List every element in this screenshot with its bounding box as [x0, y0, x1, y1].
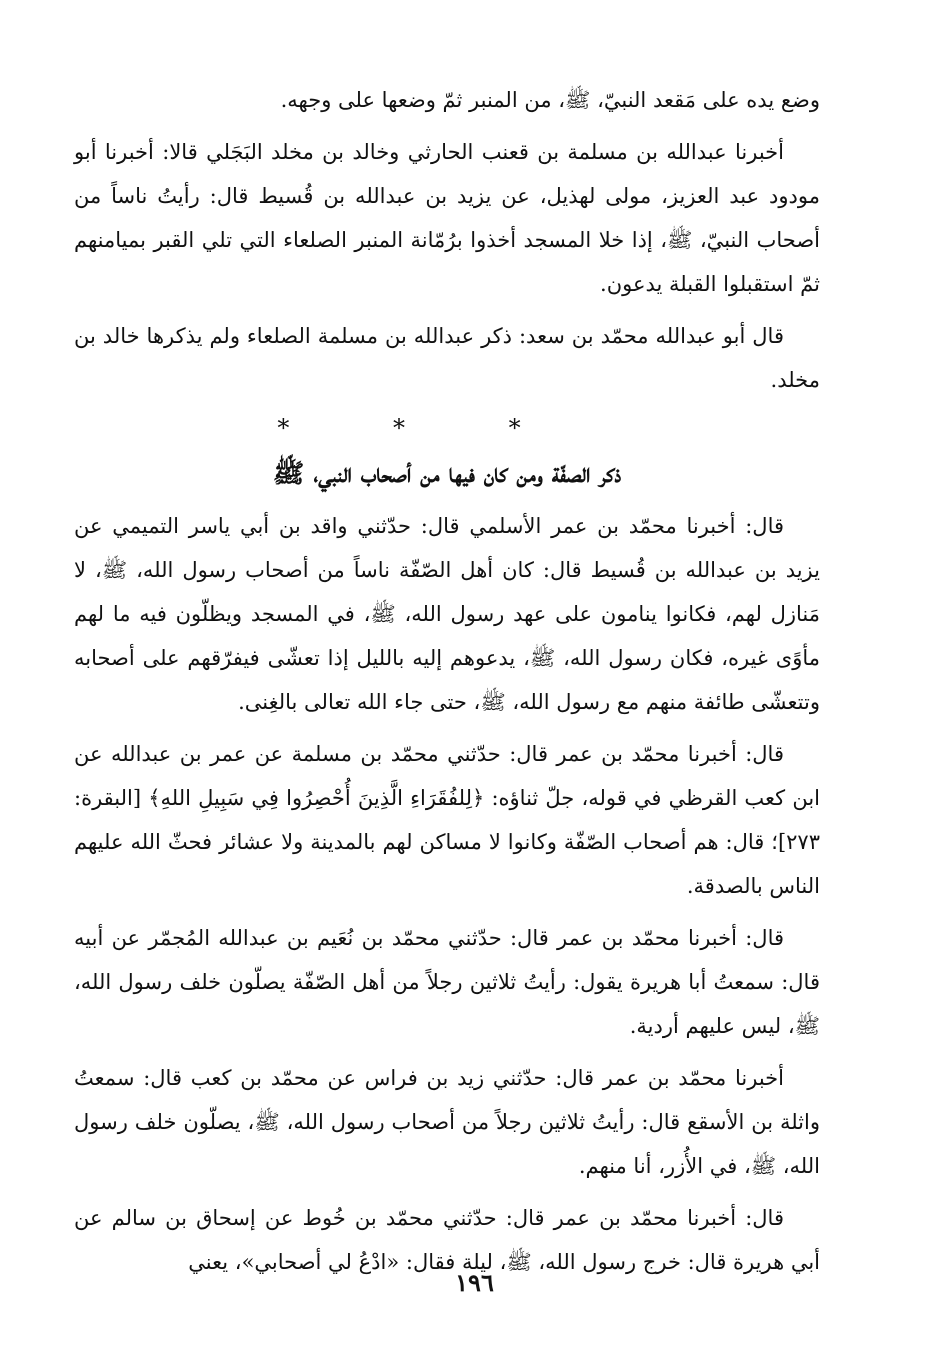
paragraph: وضع يده على مَقعد النبيّ، ﷺ، من المنبر ثمّ وضعها على وجهه. — [280, 88, 820, 112]
paragraph: قال: أخبرنا محمّد بن عمر قال: حدّثني محمّد بن خُوط عن إسحاق بن سالم عن أبي هريرة قال: خرج رسول الله، ﷺ، ليلة فقال: «ادْعُ لي أصحابي»، يعني — [74, 1206, 820, 1274]
paragraph: قال: أخبرنا محمّد بن عمر قال: حدّثني محمّد بن نُعَيم بن عبدالله المُجمّر عن أبيه قال: سمعتُ أبا هريرة يقول: رأيتُ ثلاثين رجلاً من أهل الصّفّة يصلّون خلف رسول الله، ﷺ، ليس عليهم أردية. — [74, 926, 820, 1038]
page-number: ١٩٦ — [455, 1268, 494, 1297]
paragraph: قال: أخبرنا محمّد بن عمر قال: حدّثني محمّد بن مسلمة عن عمر بن عبدالله عن ابن كعب القرظي في قوله، جلّ ثناؤه: ﴿لِلفُقَرَاءِ الَّذِينَ أُحْصِرُوا فِي سَبِيلِ اللهِ﴾ [البقرة: ٢٧٣]؛ قال: هم أصحاب الصّفّة وكانوا لا مساكن لهم بالمدينة ولا عشائر فحثّ الله عليهم الناس بالصدقة. — [74, 742, 820, 898]
paragraph: قال: أخبرنا محمّد بن عمر الأسلمي قال: حدّثني واقد بن أبي ياسر التميمي عن يزيد بن عبدالله بن قُسيط قال: كان أهل الصّفّة ناساً من أصحاب رسول الله، ﷺ، لا مَنازل لهم، فكانوا ينامون على عهد رسول الله، ﷺ، في المسجد ويظلّون فيه ما لهم مأوًى غيره، فكان رسول الله، ﷺ، يدعوهم إليه بالليل إذا تعشّى فيفرّقهم على أصحابه وتتعشّى طائفة منهم مع رسول الله، ﷺ، حتى جاء الله تعالى بالغِنى. — [74, 514, 820, 714]
paragraph: قال أبو عبدالله محمّد بن سعد: ذكر عبدالله بن مسلمة الصلعاء ولم يذكرها خالد بن مخلد. — [74, 324, 820, 392]
section-heading: ذكر الصفّة ومن كان فيها من أصحاب النبي، ﷺ — [272, 459, 622, 489]
paragraph: أخبرنا محمّد بن عمر قال: حدّثني زيد بن فراس عن محمّد بن كعب قال: سمعتُ واثلة بن الأسقع قال: رأيتُ ثلاثين رجلاً من أصحاب رسول الله، ﷺ، يصلّون خلف رسول الله، ﷺ، في الأُزر، أنا منهم. — [74, 1066, 820, 1178]
book-page — [74, 78, 820, 1292]
section-separator: * * * — [277, 414, 569, 442]
paragraph: أخبرنا عبدالله بن مسلمة بن قعنب الحارثي وخالد بن مخلد البَجَلي قالا: أخبرنا أبو مودود عبد العزيز، مولى لهذيل، عن يزيد بن عبدالله بن قُسيط قال: رأيتُ ناساً من أصحاب النبيّ، ﷺ، إذا خلا المسجد أخذوا برُمّانة المنبر الصلعاء التي تلي القبر بميامنهم ثمّ استقبلوا القبلة يدعون. — [74, 140, 820, 296]
